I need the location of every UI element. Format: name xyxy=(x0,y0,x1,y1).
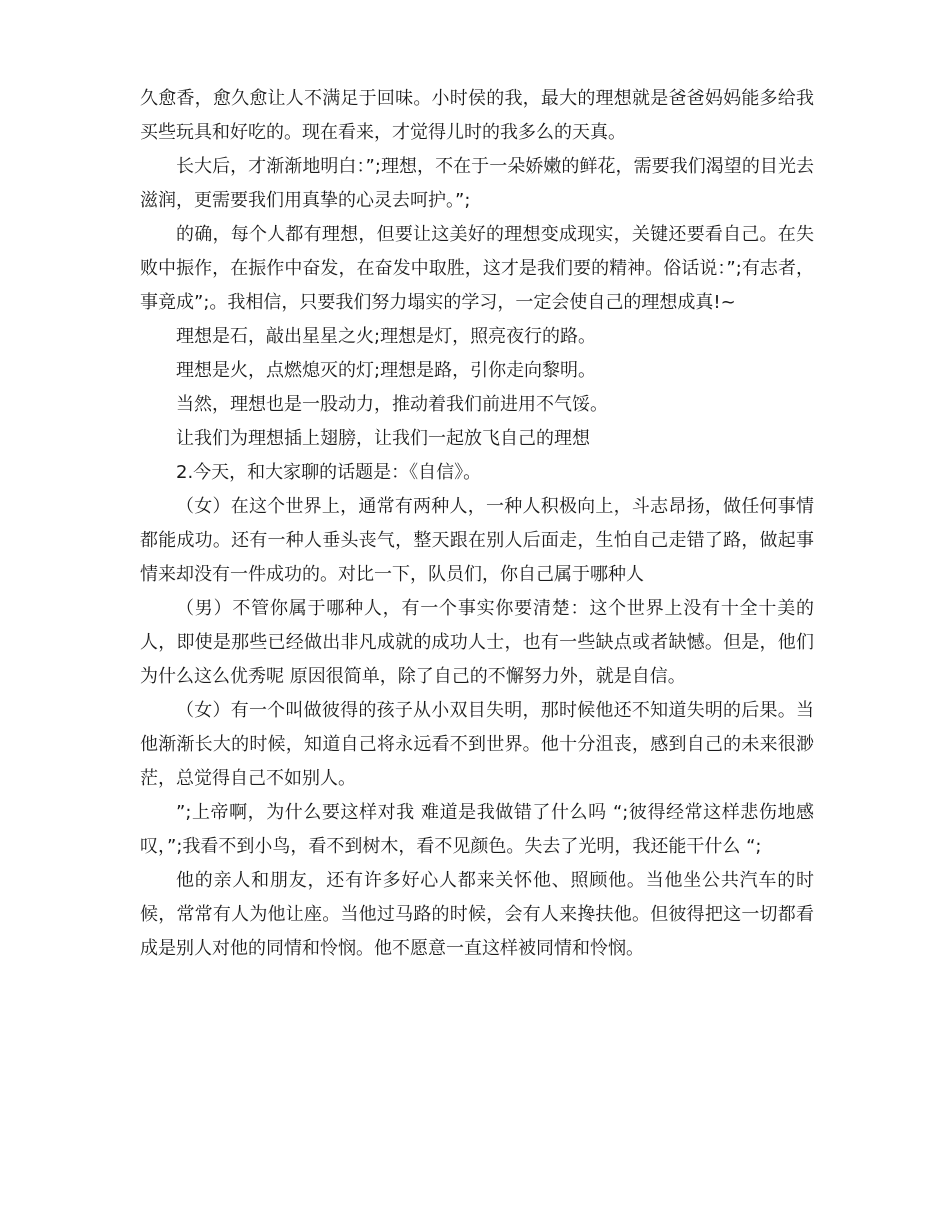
section-heading: 2.今天，和大家聊的话题是：《自信》。 xyxy=(176,462,482,483)
paragraph: 长大后，才渐渐地明白：”;理想，不在于一朵娇嫩的鲜花，需要我们渴望的目光去滋润，更需要我们用真挚的心灵去呵护。”; xyxy=(140,156,814,211)
paragraph: 理想是石，敲出星星之火;理想是灯，照亮夜行的路。 xyxy=(176,326,597,347)
paragraph: ”;上帝啊，为什么要这样对我 难道是我做错了什么吗 “;彼得经常这样悲伤地感叹，”;我看不到小鸟，看不到树木，看不见颜色。失去了光明，我还能干什么 “; xyxy=(140,802,814,857)
paragraph: 他的亲人和朋友，还有许多好心人都来关怀他、照顾他。当他坐公共汽车的时候，常常有人为他让座。当他过马路的时候，会有人来搀扶他。但彼得把这一切都看成是别人对他的同情和怜悯。他不愿意一直这样被同情和怜悯。 xyxy=(140,870,814,959)
paragraph: 让我们为理想插上翅膀，让我们一起放飞自己的理想 xyxy=(176,428,590,449)
paragraph: 理想是火，点燃熄灭的灯;理想是路，引你走向黎明。 xyxy=(176,360,597,381)
paragraph: 当然，理想也是一股动力，推动着我们前进用不气馁。 xyxy=(176,394,608,415)
document-body xyxy=(140,82,814,966)
paragraph: 的确，每个人都有理想，但要让这美好的理想变成现实，关键还要看自己。在失败中振作，在振作中奋发，在奋发中取胜，这才是我们要的精神。俗话说：”;有志者，事竟成”;。我相信，只要我们努力塌实的学习，一定会使自己的理想成真!~ xyxy=(140,224,814,313)
paragraph: （女）有一个叫做彼得的孩子从小双目失明，那时候他还不知道失明的后果。当他渐渐长大的时候，知道自己将永远看不到世界。他十分沮丧，感到自己的未来很渺茫，总觉得自己不如别人。 xyxy=(140,700,814,789)
paragraph: （男）不管你属于哪种人，有一个事实你要清楚：这个世界上没有十全十美的人，即使是那些已经做出非凡成就的成功人士，也有一些缺点或者缺憾。但是，他们为什么这么优秀呢 原因很简单，除了自己的不懈努力外，就是自信。 xyxy=(140,598,814,687)
paragraph: 久愈香，愈久愈让人不满足于回味。小时侯的我，最大的理想就是爸爸妈妈能多给我买些玩具和好吃的。现在看来，才觉得儿时的我多么的天真。 xyxy=(140,88,814,143)
paragraph: （女）在这个世界上，通常有两种人，一种人积极向上，斗志昂扬，做任何事情都能成功。还有一种人垂头丧气，整天跟在别人后面走，生怕自己走错了路，做起事情来却没有一件成功的。对比一下，队员们，你自己属于哪种人 xyxy=(140,496,814,585)
